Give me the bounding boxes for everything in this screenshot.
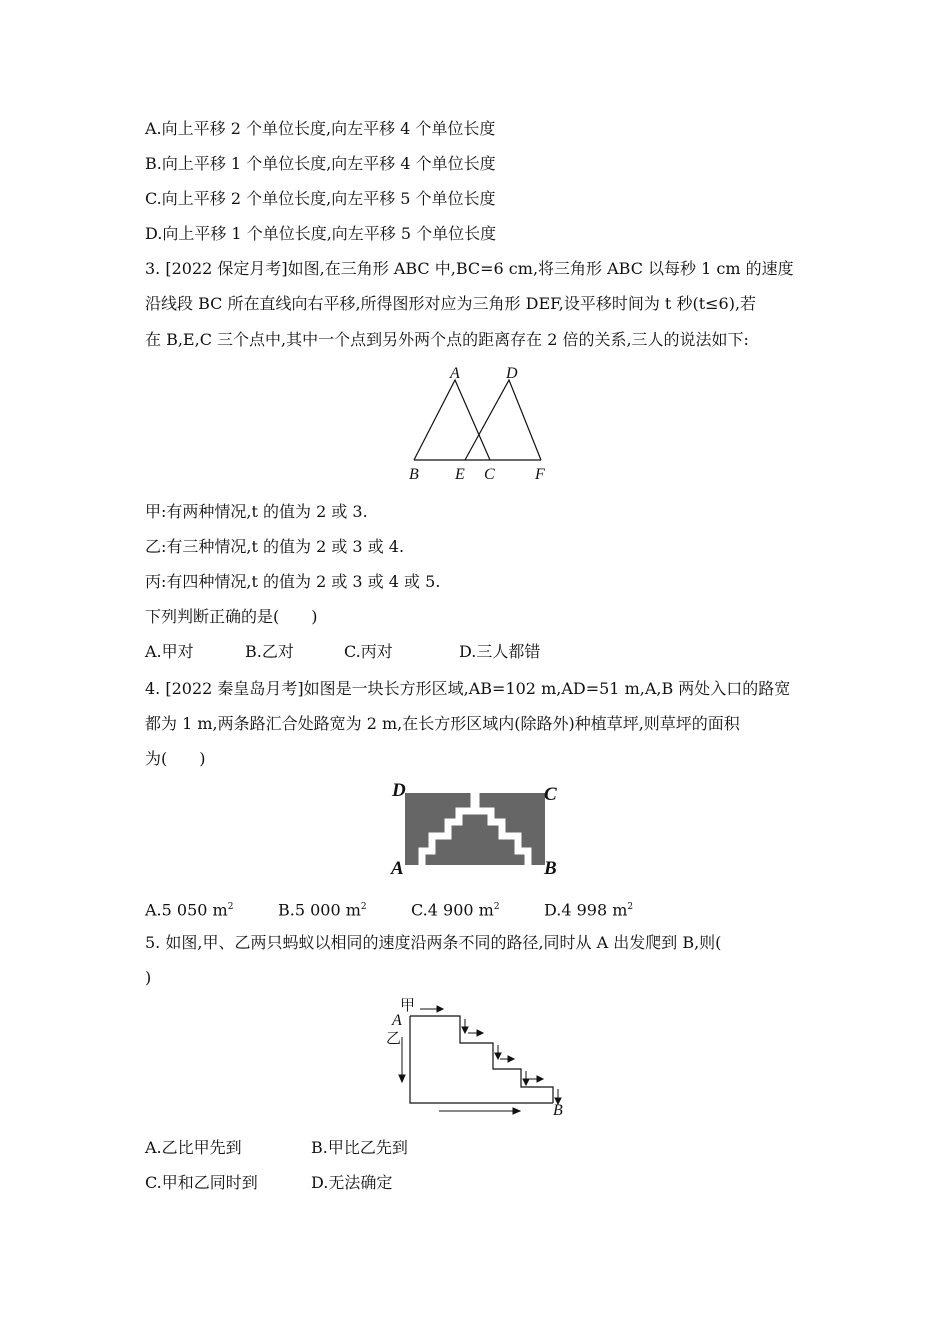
- q3-option-d: D.三人都错: [459, 642, 541, 661]
- q3-option-c: C.丙对: [344, 642, 393, 661]
- q3-statement-yi: 乙:有三种情况,t 的值为 2 或 3 或 4.: [145, 537, 405, 556]
- q2-option-b: B.向上平移 1 个单位长度,向左平移 4 个单位长度: [145, 154, 496, 173]
- q4-option-d: [544, 897, 633, 920]
- q3-stem-line-3: 在 B,E,C 三个点中,其中一个点到另外两个点的距离存在 2 倍的关系,三人的说法如下:: [145, 330, 749, 349]
- q5-option-a: A.乙比甲先到: [145, 1138, 242, 1157]
- q3-stem-line-2: 沿线段 BC 所在直线向右平移,所得图形对应为三角形 DEF,设平移时间为 t 秒(t≤6),若: [145, 294, 757, 313]
- label-c: C: [544, 784, 557, 805]
- q4-stem-line-1: 4. [2022 秦皇岛月考]如图是一块长方形区域,AB=102 m,AD=51 m,A,B 两处入口的路宽: [145, 679, 791, 698]
- q5-option-b: B.甲比乙先到: [311, 1138, 408, 1157]
- q3-prompt: 下列判断正确的是( ): [145, 607, 318, 626]
- q3-triangle-figure: [405, 362, 555, 482]
- label-b: B: [409, 466, 419, 483]
- q4-option-b-text: B.5 000 m: [278, 900, 361, 920]
- label-b: B: [544, 858, 557, 879]
- q5-ant-path-figure: [375, 995, 575, 1120]
- q4-lawn-figure: [385, 778, 565, 878]
- q4-stem-line-2: 都为 1 m,两条路汇合处路宽为 2 m,在长方形区域内(除路外)种植草坪,则草坪的面积: [145, 714, 740, 733]
- q5-stem-line-2: ): [145, 968, 152, 987]
- q3-option-b: B.乙对: [245, 642, 294, 661]
- q5-option-c: C.甲和乙同时到: [145, 1173, 258, 1192]
- unit-exponent: 2: [227, 902, 234, 912]
- unit-exponent: 2: [627, 902, 634, 912]
- q3-stem-line-1: 3. [2022 保定月考]如图,在三角形 ABC 中,BC=6 cm,将三角形 ABC 以每秒 1 cm 的速度: [145, 259, 794, 278]
- unit-exponent: 2: [493, 902, 500, 912]
- q2-option-a: A.向上平移 2 个单位长度,向左平移 4 个单位长度: [145, 119, 496, 138]
- label-b: B: [553, 1102, 563, 1119]
- jia-stair-path: [410, 1016, 553, 1103]
- label-a: A: [391, 858, 404, 879]
- unit-exponent: 2: [360, 902, 367, 912]
- triangle-abc: [414, 380, 490, 460]
- q4-option-c-text: C.4 900 m: [411, 900, 494, 920]
- q2-option-c: C.向上平移 2 个单位长度,向左平移 5 个单位长度: [145, 189, 496, 208]
- label-e: E: [455, 466, 465, 483]
- q4-option-b: [278, 897, 367, 920]
- label-a: A: [450, 365, 460, 382]
- q3-statement-bing: 丙:有四种情况,t 的值为 2 或 3 或 4 或 5.: [145, 572, 441, 591]
- label-d: D: [506, 365, 518, 382]
- q5-stem-line-1: 5. 如图,甲、乙两只蚂蚁以相同的速度沿两条不同的路径,同时从 A 出发爬到 B,则(: [145, 933, 722, 952]
- label-jia: 甲: [400, 996, 416, 1014]
- outline-left-bottom: [410, 1016, 553, 1103]
- q4-option-a-text: A.5 050 m: [145, 900, 228, 920]
- q5-option-d: D.无法确定: [311, 1173, 393, 1192]
- q3-statement-jia: 甲:有两种情况,t 的值为 2 或 3.: [145, 502, 368, 521]
- q4-option-c: [411, 897, 500, 920]
- q4-stem-line-3: 为( ): [145, 749, 206, 768]
- label-yi: 乙: [386, 1029, 402, 1047]
- label-d: D: [392, 780, 406, 801]
- label-f: F: [535, 466, 545, 483]
- q3-option-a: A.甲对: [145, 642, 194, 661]
- triangle-def: [465, 380, 541, 460]
- label-c: C: [484, 466, 495, 483]
- q4-option-a: [145, 897, 233, 920]
- label-a: A: [392, 1012, 402, 1029]
- q2-option-d: D.向上平移 1 个单位长度,向左平移 5 个单位长度: [145, 224, 497, 243]
- q4-option-d-text: D.4 998 m: [544, 900, 628, 920]
